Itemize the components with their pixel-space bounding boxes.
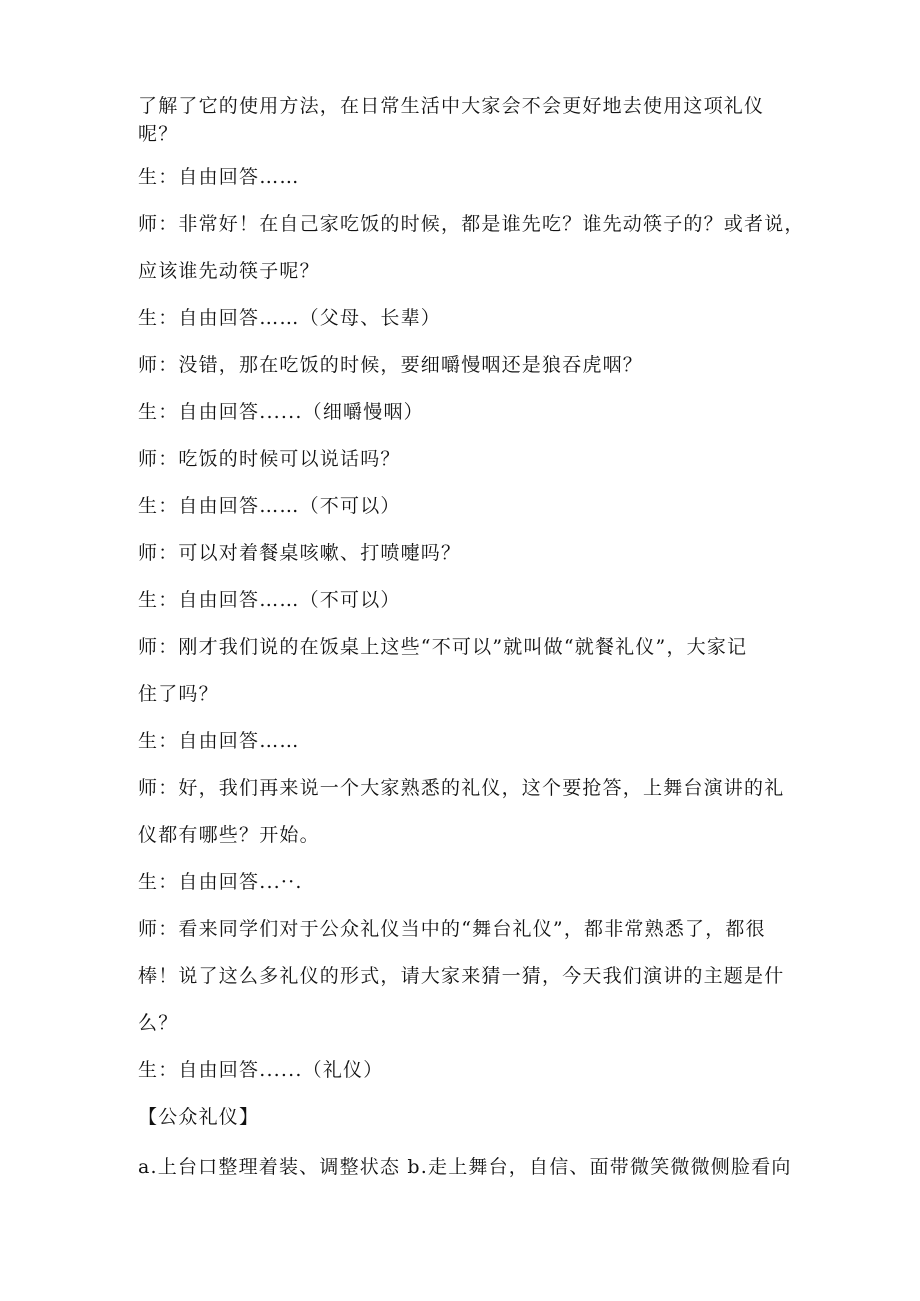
teacher-line: 师：非常好！在自己家吃饭的时候，都是谁先吃？谁先动筷子的？或者说， — [138, 213, 805, 235]
student-line: 生：自由回答……（不可以） — [138, 589, 401, 611]
teacher-line: 师：看来同学们对于公众礼仪当中的“舞台礼仪”，都非常熟悉了，都很 — [138, 918, 766, 940]
student-line: 生：自由回答…… — [138, 166, 300, 188]
student-line: 生：自由回答…… — [138, 730, 300, 752]
teacher-line: 师：好，我们再来说一个大家熟悉的礼仪，这个要抢答，上舞台演讲的礼 — [138, 777, 785, 799]
student-line: 生：自由回答……（父母、长辈） — [138, 307, 442, 329]
teacher-line: 师：吃饭的时候可以说话吗？ — [138, 448, 401, 470]
teacher-line: 师：没错，那在吃饭的时候，要细嚼慢咽还是狼吞虎咽？ — [138, 354, 644, 376]
section-heading: 【公众礼仪】 — [138, 1106, 260, 1128]
text-line: 仪都有哪些？开始。 — [138, 824, 320, 846]
text-line: 么？ — [138, 1012, 179, 1034]
student-line: 生：自由回答……（不可以） — [138, 495, 401, 517]
text-line: 住了吗？ — [138, 683, 219, 705]
student-line: 生：自由回答......（细嚼慢咽） — [138, 401, 424, 423]
text-line: 棒！说了这么多礼仪的形式，请大家来猜一猜，今天我们演讲的主题是什 — [138, 965, 785, 987]
teacher-line: 师：刚才我们说的在饭桌上这些“不可以”就叫做“就餐礼仪”，大家记 — [138, 636, 748, 658]
text-line: 呢？ — [138, 123, 179, 145]
text-line: 应该谁先动筷子呢？ — [138, 260, 320, 282]
teacher-line: 师：可以对着餐桌咳嗽、打喷嚏吗？ — [138, 542, 462, 564]
text-line: 了解了它的使用方法，在日常生活中大家会不会更好地去使用这项礼仪 — [138, 95, 765, 117]
student-line: 生：自由回答......（礼仪） — [138, 1059, 384, 1081]
text-line: a.上台口整理着装、调整状态 b.走上舞台，自信、面带微笑微微侧脸看向 — [138, 1156, 792, 1178]
student-line: 生：自由回答...··. — [138, 871, 303, 893]
